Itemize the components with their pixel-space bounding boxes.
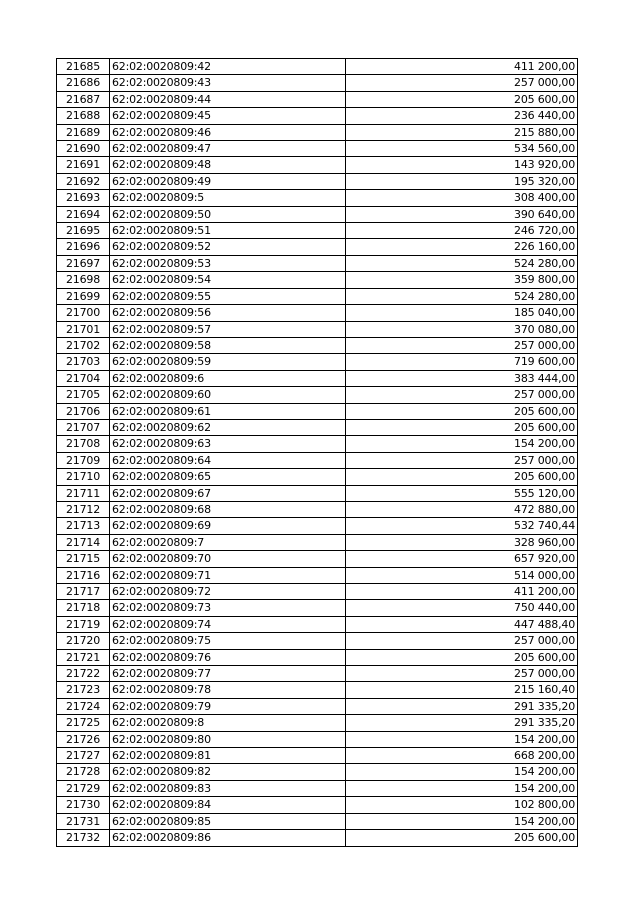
cadastral-value-cell: 102 800,00 (346, 797, 578, 813)
cadastral-value-cell: 154 200,00 (346, 780, 578, 796)
row-number-cell: 21710 (57, 469, 110, 485)
cadastral-value-cell: 472 880,00 (346, 501, 578, 517)
row-number-cell: 21728 (57, 764, 110, 780)
row-number-cell: 21696 (57, 239, 110, 255)
table-row (57, 764, 578, 780)
cadastral-value-cell: 154 200,00 (346, 813, 578, 829)
table-row (57, 780, 578, 796)
cadastral-number-cell: 62:02:0020809:62 (110, 419, 346, 435)
table-row (57, 337, 578, 353)
cadastral-number-cell: 62:02:0020809:54 (110, 272, 346, 288)
cadastral-value-cell: 257 000,00 (346, 666, 578, 682)
table-row (57, 206, 578, 222)
cadastral-value-cell: 390 640,00 (346, 206, 578, 222)
cadastral-value-cell: 154 200,00 (346, 436, 578, 452)
table-row (57, 255, 578, 271)
table-row (57, 633, 578, 649)
cadastral-value-cell: 534 560,00 (346, 141, 578, 157)
cadastral-value-cell: 291 335,20 (346, 698, 578, 714)
cadastral-number-cell: 62:02:0020809:68 (110, 501, 346, 517)
row-number-cell: 21716 (57, 567, 110, 583)
cadastral-number-cell: 62:02:0020809:51 (110, 223, 346, 239)
row-number-cell: 21688 (57, 108, 110, 124)
row-number-cell: 21706 (57, 403, 110, 419)
row-number-cell: 21717 (57, 584, 110, 600)
row-number-cell: 21691 (57, 157, 110, 173)
row-number-cell: 21704 (57, 370, 110, 386)
table-row (57, 649, 578, 665)
table-row (57, 813, 578, 829)
row-number-cell: 21724 (57, 698, 110, 714)
table-row (57, 731, 578, 747)
cadastral-number-cell: 62:02:0020809:56 (110, 305, 346, 321)
cadastral-value-cell: 257 000,00 (346, 337, 578, 353)
cadastral-value-cell: 524 280,00 (346, 288, 578, 304)
row-number-cell: 21700 (57, 305, 110, 321)
table-row (57, 305, 578, 321)
table-row (57, 124, 578, 140)
cadastral-value-cell: 383 444,00 (346, 370, 578, 386)
row-number-cell: 21698 (57, 272, 110, 288)
table-row (57, 469, 578, 485)
cadastral-number-cell: 62:02:0020809:58 (110, 337, 346, 353)
cadastral-number-cell: 62:02:0020809:72 (110, 584, 346, 600)
table-row (57, 157, 578, 173)
cadastral-number-cell: 62:02:0020809:83 (110, 780, 346, 796)
table-row (57, 91, 578, 107)
cadastral-value-cell: 205 600,00 (346, 403, 578, 419)
row-number-cell: 21693 (57, 190, 110, 206)
cadastral-number-cell: 62:02:0020809:74 (110, 616, 346, 632)
table-row (57, 452, 578, 468)
cadastral-value-cell: 154 200,00 (346, 731, 578, 747)
row-number-cell: 21708 (57, 436, 110, 452)
cadastral-number-cell: 62:02:0020809:52 (110, 239, 346, 255)
row-number-cell: 21707 (57, 419, 110, 435)
row-number-cell: 21685 (57, 59, 110, 75)
cadastral-value-cell: 246 720,00 (346, 223, 578, 239)
cadastral-number-cell: 62:02:0020809:8 (110, 715, 346, 731)
table-row (57, 534, 578, 550)
cadastral-number-cell: 62:02:0020809:50 (110, 206, 346, 222)
row-number-cell: 21711 (57, 485, 110, 501)
row-number-cell: 21721 (57, 649, 110, 665)
cadastral-number-cell: 62:02:0020809:86 (110, 830, 346, 846)
cadastral-number-cell: 62:02:0020809:67 (110, 485, 346, 501)
row-number-cell: 21727 (57, 748, 110, 764)
row-number-cell: 21719 (57, 616, 110, 632)
cadastral-value-cell: 143 920,00 (346, 157, 578, 173)
row-number-cell: 21695 (57, 223, 110, 239)
row-number-cell: 21690 (57, 141, 110, 157)
cadastral-number-cell: 62:02:0020809:71 (110, 567, 346, 583)
row-number-cell: 21694 (57, 206, 110, 222)
row-number-cell: 21702 (57, 337, 110, 353)
row-number-cell: 21718 (57, 600, 110, 616)
cadastral-value-cell: 154 200,00 (346, 764, 578, 780)
cadastral-number-cell: 62:02:0020809:63 (110, 436, 346, 452)
cadastral-value-cell: 359 800,00 (346, 272, 578, 288)
cadastral-value-cell: 447 488,40 (346, 616, 578, 632)
table-row (57, 403, 578, 419)
cadastral-value-cell: 195 320,00 (346, 173, 578, 189)
row-number-cell: 21703 (57, 354, 110, 370)
cadastral-value-cell: 411 200,00 (346, 59, 578, 75)
cadastral-value-cell: 750 440,00 (346, 600, 578, 616)
cadastral-value-table (56, 58, 578, 847)
table-row (57, 715, 578, 731)
cadastral-number-cell: 62:02:0020809:6 (110, 370, 346, 386)
row-number-cell: 21726 (57, 731, 110, 747)
cadastral-number-cell: 62:02:0020809:7 (110, 534, 346, 550)
table-row (57, 141, 578, 157)
table-row (57, 567, 578, 583)
row-number-cell: 21712 (57, 501, 110, 517)
cadastral-number-cell: 62:02:0020809:61 (110, 403, 346, 419)
cadastral-value-cell: 226 160,00 (346, 239, 578, 255)
row-number-cell: 21686 (57, 75, 110, 91)
cadastral-number-cell: 62:02:0020809:80 (110, 731, 346, 747)
table-row (57, 666, 578, 682)
row-number-cell: 21692 (57, 173, 110, 189)
cadastral-value-cell: 668 200,00 (346, 748, 578, 764)
cadastral-value-cell: 205 600,00 (346, 419, 578, 435)
cadastral-value-cell: 185 040,00 (346, 305, 578, 321)
table-row (57, 419, 578, 435)
cadastral-number-cell: 62:02:0020809:53 (110, 255, 346, 271)
cadastral-number-cell: 62:02:0020809:65 (110, 469, 346, 485)
cadastral-number-cell: 62:02:0020809:57 (110, 321, 346, 337)
table-row (57, 485, 578, 501)
cadastral-number-cell: 62:02:0020809:47 (110, 141, 346, 157)
table-body (57, 59, 578, 847)
row-number-cell: 21709 (57, 452, 110, 468)
cadastral-value-cell: 719 600,00 (346, 354, 578, 370)
table-row (57, 75, 578, 91)
row-number-cell: 21701 (57, 321, 110, 337)
table-row (57, 59, 578, 75)
row-number-cell: 21720 (57, 633, 110, 649)
cadastral-number-cell: 62:02:0020809:5 (110, 190, 346, 206)
cadastral-value-cell: 370 080,00 (346, 321, 578, 337)
cadastral-number-cell: 62:02:0020809:44 (110, 91, 346, 107)
table-row (57, 436, 578, 452)
row-number-cell: 21731 (57, 813, 110, 829)
cadastral-value-cell: 257 000,00 (346, 633, 578, 649)
table-row (57, 830, 578, 846)
cadastral-value-cell: 205 600,00 (346, 91, 578, 107)
cadastral-value-cell: 532 740,44 (346, 518, 578, 534)
table-row (57, 387, 578, 403)
table-row (57, 584, 578, 600)
row-number-cell: 21730 (57, 797, 110, 813)
row-number-cell: 21725 (57, 715, 110, 731)
cadastral-value-cell: 215 880,00 (346, 124, 578, 140)
table-row (57, 190, 578, 206)
cadastral-number-cell: 62:02:0020809:59 (110, 354, 346, 370)
cadastral-number-cell: 62:02:0020809:42 (110, 59, 346, 75)
cadastral-value-cell: 205 600,00 (346, 649, 578, 665)
row-number-cell: 21687 (57, 91, 110, 107)
cadastral-value-cell: 291 335,20 (346, 715, 578, 731)
cadastral-value-cell: 657 920,00 (346, 551, 578, 567)
cadastral-number-cell: 62:02:0020809:79 (110, 698, 346, 714)
cadastral-value-cell: 555 120,00 (346, 485, 578, 501)
row-number-cell: 21723 (57, 682, 110, 698)
table-row (57, 551, 578, 567)
row-number-cell: 21705 (57, 387, 110, 403)
cadastral-value-cell: 215 160,40 (346, 682, 578, 698)
row-number-cell: 21732 (57, 830, 110, 846)
cadastral-value-cell: 205 600,00 (346, 469, 578, 485)
table-row (57, 797, 578, 813)
cadastral-number-cell: 62:02:0020809:45 (110, 108, 346, 124)
cadastral-number-cell: 62:02:0020809:73 (110, 600, 346, 616)
cadastral-number-cell: 62:02:0020809:64 (110, 452, 346, 468)
row-number-cell: 21699 (57, 288, 110, 304)
cadastral-number-cell: 62:02:0020809:75 (110, 633, 346, 649)
cadastral-value-cell: 257 000,00 (346, 75, 578, 91)
cadastral-number-cell: 62:02:0020809:77 (110, 666, 346, 682)
cadastral-number-cell: 62:02:0020809:78 (110, 682, 346, 698)
table-row (57, 518, 578, 534)
cadastral-number-cell: 62:02:0020809:69 (110, 518, 346, 534)
table-row (57, 354, 578, 370)
cadastral-value-cell: 205 600,00 (346, 830, 578, 846)
cadastral-value-cell: 411 200,00 (346, 584, 578, 600)
cadastral-number-cell: 62:02:0020809:76 (110, 649, 346, 665)
table-row (57, 223, 578, 239)
table-row (57, 748, 578, 764)
table-row (57, 370, 578, 386)
table-row (57, 682, 578, 698)
table-row (57, 108, 578, 124)
table-row (57, 616, 578, 632)
cadastral-value-cell: 328 960,00 (346, 534, 578, 550)
cadastral-number-cell: 62:02:0020809:55 (110, 288, 346, 304)
cadastral-number-cell: 62:02:0020809:46 (110, 124, 346, 140)
table-row (57, 321, 578, 337)
table-row (57, 288, 578, 304)
cadastral-value-cell: 257 000,00 (346, 387, 578, 403)
cadastral-number-cell: 62:02:0020809:60 (110, 387, 346, 403)
cadastral-number-cell: 62:02:0020809:49 (110, 173, 346, 189)
cadastral-value-cell: 257 000,00 (346, 452, 578, 468)
cadastral-value-cell: 524 280,00 (346, 255, 578, 271)
cadastral-number-cell: 62:02:0020809:48 (110, 157, 346, 173)
row-number-cell: 21715 (57, 551, 110, 567)
row-number-cell: 21714 (57, 534, 110, 550)
table-row (57, 600, 578, 616)
row-number-cell: 21689 (57, 124, 110, 140)
cadastral-number-cell: 62:02:0020809:81 (110, 748, 346, 764)
cadastral-value-cell: 236 440,00 (346, 108, 578, 124)
row-number-cell: 21697 (57, 255, 110, 271)
table-row (57, 272, 578, 288)
cadastral-number-cell: 62:02:0020809:82 (110, 764, 346, 780)
cadastral-number-cell: 62:02:0020809:43 (110, 75, 346, 91)
row-number-cell: 21722 (57, 666, 110, 682)
row-number-cell: 21713 (57, 518, 110, 534)
table-row (57, 501, 578, 517)
table-row (57, 698, 578, 714)
cadastral-value-cell: 514 000,00 (346, 567, 578, 583)
cadastral-value-cell: 308 400,00 (346, 190, 578, 206)
cadastral-number-cell: 62:02:0020809:85 (110, 813, 346, 829)
cadastral-number-cell: 62:02:0020809:84 (110, 797, 346, 813)
table-row (57, 173, 578, 189)
row-number-cell: 21729 (57, 780, 110, 796)
table-row (57, 239, 578, 255)
cadastral-number-cell: 62:02:0020809:70 (110, 551, 346, 567)
